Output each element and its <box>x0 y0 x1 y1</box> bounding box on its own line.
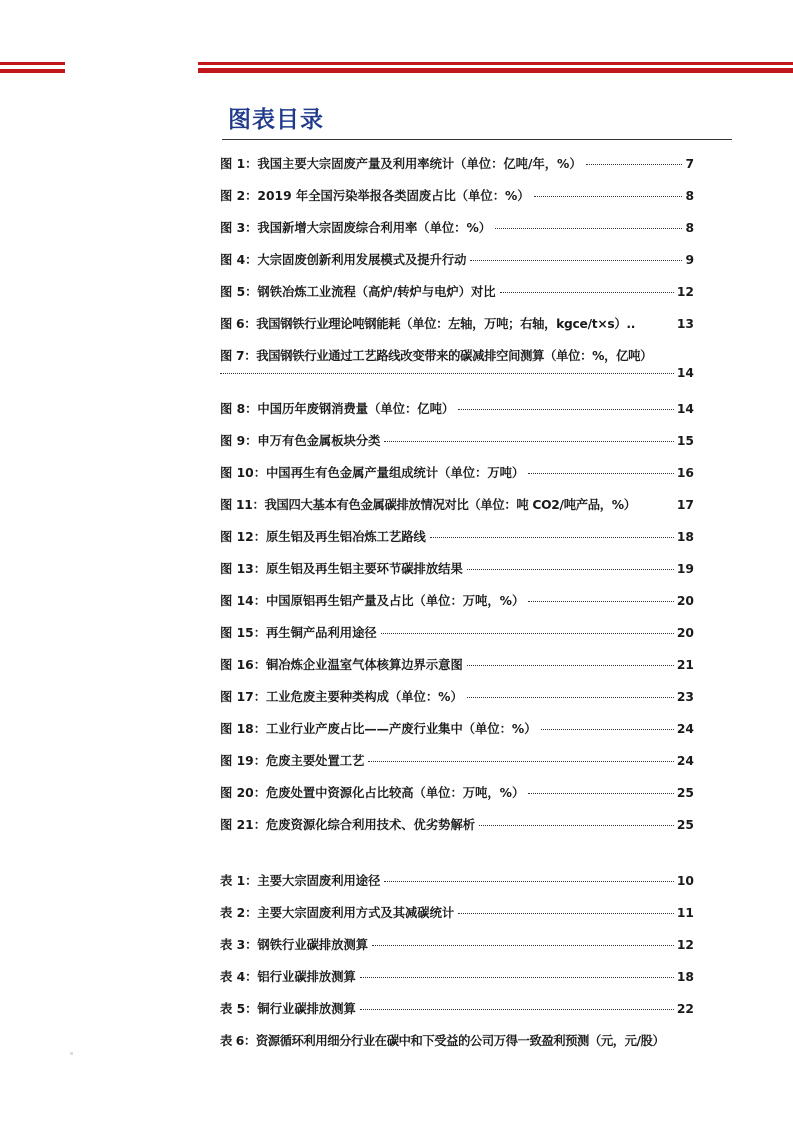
toc-entry-figure-9[interactable] <box>220 427 694 459</box>
toc-entry-figure-21[interactable] <box>220 811 694 843</box>
toc-label: 图 6：我国钢铁行业理论吨钢能耗（单位：左轴，万吨；右轴，kgce/t×s）.. <box>220 317 636 331</box>
toc-page: 7 <box>685 157 694 171</box>
dot-leader <box>384 881 673 882</box>
toc-label: 表 3：钢铁行业碳排放测算 <box>220 938 369 952</box>
dot-leader <box>528 601 674 602</box>
toc-entry-figure-10[interactable] <box>220 459 694 491</box>
toc-label: 表 5：铜行业碳排放测算 <box>220 1002 356 1016</box>
dot-leader <box>372 945 674 946</box>
toc-entry-table-2[interactable] <box>220 899 694 931</box>
toc-page: 12 <box>676 285 694 299</box>
toc-label: 图 17：工业危废主要种类构成（单位：%） <box>220 690 463 704</box>
dot-leader <box>220 373 674 374</box>
page-title: 图表目录 <box>228 107 324 133</box>
toc-label: 图 3：我国新增大宗固废综合利用率（单位：%） <box>220 221 492 235</box>
toc-label: 图 10：中国再生有色金属产量组成统计（单位：万吨） <box>220 466 525 480</box>
toc-entry-figure-4[interactable] <box>220 246 694 278</box>
dot-leader <box>430 537 674 538</box>
toc-page: 16 <box>676 466 694 480</box>
toc-entry-figure-20[interactable] <box>220 779 694 811</box>
toc-entry-figure-5[interactable] <box>220 278 694 310</box>
toc-page: 18 <box>676 530 694 544</box>
header-bar-left-bottom <box>0 69 65 73</box>
header-bar-right-bottom <box>198 68 793 73</box>
dot-leader <box>458 913 674 914</box>
toc-label: 图 21：危废资源化综合利用技术、优劣势解析 <box>220 818 476 832</box>
toc-label: 表 4：铝行业碳排放测算 <box>220 970 356 984</box>
toc-page: 20 <box>676 626 694 640</box>
toc-page: 19 <box>676 562 694 576</box>
toc-page: 24 <box>676 754 694 768</box>
dot-leader <box>586 164 683 165</box>
toc-entry-figure-18[interactable] <box>220 715 694 747</box>
page-mark <box>70 1052 73 1055</box>
toc-label: 表 2：主要大宗固废利用方式及其减碳统计 <box>220 906 455 920</box>
toc-label: 图 7：我国钢铁行业通过工艺路线改变带来的碳减排空间测算（单位：%，亿吨） <box>220 349 653 363</box>
dot-leader <box>470 260 682 261</box>
dot-leader <box>467 665 674 666</box>
toc-page: 14 <box>676 402 694 416</box>
toc-entry-table-1[interactable] <box>220 867 694 899</box>
toc-entry-figure-7[interactable] <box>220 342 694 395</box>
toc-page: 17 <box>676 498 694 512</box>
toc-entry-figure-19[interactable] <box>220 747 694 779</box>
toc-label: 图 15：再生铜产品利用途径 <box>220 626 377 640</box>
dot-leader <box>479 825 674 826</box>
toc-page: 14 <box>676 366 694 380</box>
toc-entry-figure-12[interactable] <box>220 523 694 555</box>
dot-leader <box>528 473 674 474</box>
toc-entry-figure-14[interactable] <box>220 587 694 619</box>
toc-entry-figure-17[interactable] <box>220 683 694 715</box>
toc-entry-table-6[interactable] <box>220 1027 720 1059</box>
dot-leader <box>541 729 674 730</box>
section-gap <box>220 843 694 867</box>
header-bar-left-top <box>0 62 65 65</box>
toc-page: 11 <box>676 906 694 920</box>
toc-page: 8 <box>685 221 694 235</box>
toc-page: 22 <box>676 1002 694 1016</box>
toc-label: 图 9：申万有色金属板块分类 <box>220 434 381 448</box>
toc-label: 图 12：原生铝及再生铝冶炼工艺路线 <box>220 530 426 544</box>
toc-page: 24 <box>676 722 694 736</box>
dot-leader <box>360 977 674 978</box>
toc-entry-figure-6[interactable] <box>220 310 694 342</box>
dot-leader <box>381 633 674 634</box>
toc-page: 25 <box>676 818 694 832</box>
toc-entry-table-5[interactable] <box>220 995 694 1027</box>
toc-label: 图 11：我国四大基本有色金属碳排放情况对比（单位：吨 CO2/吨产品，%） <box>220 498 636 512</box>
toc-page: 8 <box>685 189 694 203</box>
toc-label: 表 6：资源循环利用细分行业在碳中和下受益的公司万得一致盈利预测（元，元/股） <box>220 1034 665 1048</box>
toc-label: 图 4：大宗固废创新利用发展模式及提升行动 <box>220 253 467 267</box>
dot-leader <box>495 228 682 229</box>
dot-leader <box>467 697 674 698</box>
dot-leader <box>467 569 674 570</box>
toc-entry-figure-11[interactable] <box>220 491 694 523</box>
toc-page: 15 <box>676 434 694 448</box>
header-bar-right-top <box>198 62 793 65</box>
dot-leader <box>534 196 683 197</box>
toc-label: 图 1：我国主要大宗固废产量及利用率统计（单位：亿吨/年，%） <box>220 157 582 171</box>
toc-page: 10 <box>676 874 694 888</box>
toc-label: 图 8：中国历年废钢消费量（单位：亿吨） <box>220 402 455 416</box>
toc-label: 图 5：钢铁冶炼工业流程（高炉/转炉与电炉）对比 <box>220 285 496 299</box>
title-divider <box>222 139 732 140</box>
toc-entry-figure-16[interactable] <box>220 651 694 683</box>
toc-label: 图 13：原生铝及再生铝主要环节碳排放结果 <box>220 562 463 576</box>
toc-entry-figure-3[interactable] <box>220 214 694 246</box>
toc-entry-figure-2[interactable] <box>220 182 694 214</box>
toc-label: 表 1：主要大宗固废利用途径 <box>220 874 381 888</box>
toc-page: 18 <box>676 970 694 984</box>
toc-entry-table-3[interactable] <box>220 931 694 963</box>
toc-label: 图 18：工业行业产废占比——产废行业集中（单位：%） <box>220 722 537 736</box>
toc-page: 13 <box>676 317 694 331</box>
toc-entry-table-4[interactable] <box>220 963 694 995</box>
dot-leader <box>360 1009 674 1010</box>
toc-entry-figure-8[interactable] <box>220 395 694 427</box>
toc-label: 图 16：铜冶炼企业温室气体核算边界示意图 <box>220 658 463 672</box>
toc-page: 21 <box>676 658 694 672</box>
toc-entry-figure-13[interactable] <box>220 555 694 587</box>
toc-label: 图 20：危废处置中资源化占比较高（单位：万吨，%） <box>220 786 525 800</box>
toc-label: 图 14：中国原铝再生铝产量及占比（单位：万吨，%） <box>220 594 525 608</box>
toc-page: 20 <box>676 594 694 608</box>
toc-page: 9 <box>685 253 694 267</box>
dot-leader <box>528 793 674 794</box>
toc-entry-figure-1[interactable] <box>220 150 694 182</box>
dot-leader <box>458 409 674 410</box>
toc-label: 图 2：2019 年全国污染举报各类固废占比（单位：%） <box>220 189 530 203</box>
toc-list <box>220 150 694 1059</box>
toc-page: 25 <box>676 786 694 800</box>
dot-leader <box>384 441 673 442</box>
toc-entry-figure-15[interactable] <box>220 619 694 651</box>
dot-leader <box>368 761 674 762</box>
toc-label: 图 19：危废主要处置工艺 <box>220 754 365 768</box>
toc-page: 23 <box>676 690 694 704</box>
toc-page: 12 <box>676 938 694 952</box>
dot-leader <box>500 292 674 293</box>
